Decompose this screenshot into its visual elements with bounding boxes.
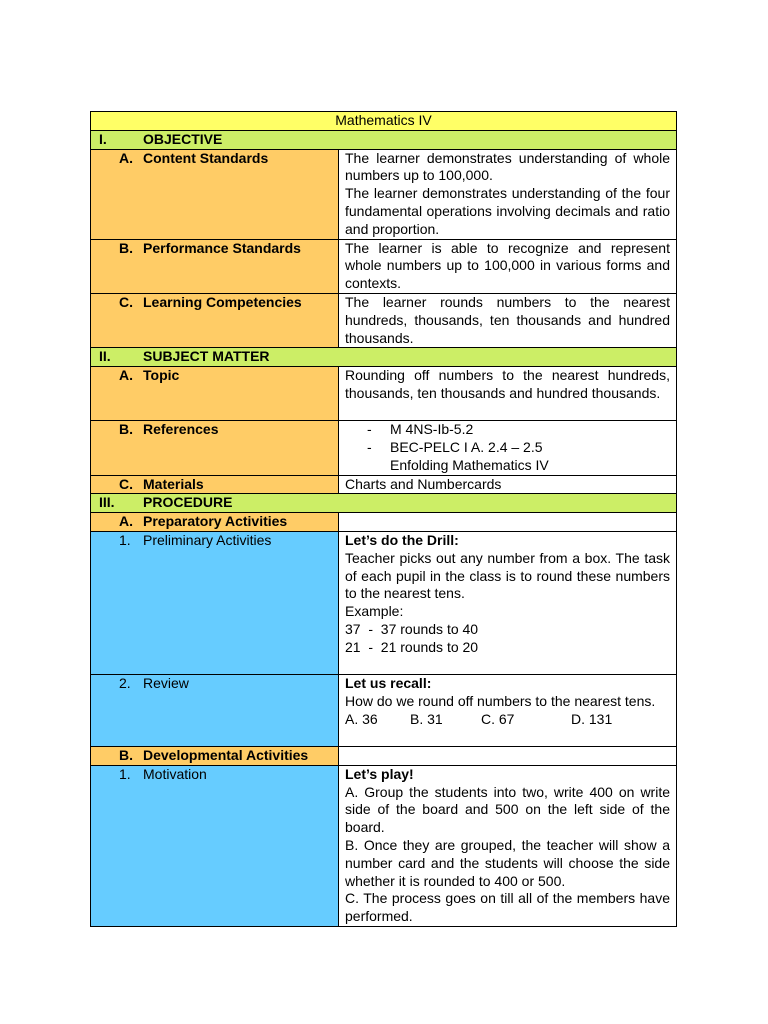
review-label: 2. Review (91, 674, 339, 746)
developmental-activities-content (339, 746, 677, 765)
lesson-plan-table (90, 111, 677, 927)
review-text: Let us recall: How do we round off numbers to the nearest tens. A. 36 B. 31 C. 67 D. 131 (339, 674, 677, 746)
section-number: I. (99, 130, 107, 147)
document-title: Mathematics IV (91, 112, 677, 131)
section-label: SUBJECT MATTER (143, 348, 270, 365)
section-label: PROCEDURE (143, 494, 233, 511)
materials-text: Charts and Numbercards (339, 475, 677, 494)
reference-item: - M 4NS-Ib-5.2 (367, 421, 474, 438)
preliminary-activities-text: Let’s do the Drill: Teacher picks out any number from a box. The task of each pupil in the class is to round these numbers to the nearest tens. Example: 37 - 37 rounds to 40 21 - 21 rounds to 20 (339, 531, 677, 674)
reference-item: - BEC-PELC I A. 2.4 – 2.5 (367, 438, 543, 455)
performance-standards-text: The learner is able to recognize and represent whole numbers up to 100,000 in various forms and contexts. (339, 239, 677, 293)
content-standards-label: A. Content Standards (91, 149, 339, 239)
section-subject-matter (91, 348, 677, 367)
learning-competencies-label: C. Learning Competencies (91, 293, 339, 347)
preliminary-activities-label: 1. Preliminary Activities (91, 531, 339, 674)
section-procedure (91, 494, 677, 513)
section-number: III. (99, 494, 115, 511)
performance-standards-label: B. Performance Standards (91, 239, 339, 293)
section-objective (91, 130, 677, 149)
topic-text: Rounding off numbers to the nearest hundreds, thousands, ten thousands and hundred thousands. (339, 367, 677, 421)
reference-item: Enfolding Mathematics IV (390, 456, 549, 473)
topic-label: A. Topic (91, 367, 339, 421)
preparatory-activities-label: A. Preparatory Activities (91, 513, 339, 532)
drill-heading: Let’s do the Drill: (345, 531, 459, 548)
section-number: II. (99, 348, 111, 365)
play-heading: Let’s play! (345, 765, 414, 782)
references-label: B. References (91, 421, 339, 475)
learning-competencies-text: The learner rounds numbers to the nearest hundreds, thousands, ten thousands and hundred thousands. (339, 293, 677, 347)
preparatory-activities-content (339, 513, 677, 532)
references-list (339, 421, 677, 475)
motivation-label: 1. Motivation (91, 765, 339, 926)
recall-heading: Let us recall: (345, 674, 432, 691)
review-choices: A. 36 B. 31 C. 67 D. 131 (345, 710, 613, 727)
section-label: OBJECTIVE (143, 130, 223, 147)
motivation-text: Let’s play! A. Group the students into two, write 400 on write side of the board and 500 on the left side of the board. B. Once they are grouped, the teacher will show a number card and the students will choose the side whether it is rounded to 400 or 500. C. The process goes on till all of the members have performed. (339, 765, 677, 926)
materials-label: C. Materials (91, 475, 339, 494)
developmental-activities-label: B. Developmental Activities (91, 746, 339, 765)
content-standards-text: The learner demonstrates understanding of whole numbers up to 100,000. The learner demonstrates understanding of the four fundamental operations involving decimals and ratio and proportion. (339, 149, 677, 239)
